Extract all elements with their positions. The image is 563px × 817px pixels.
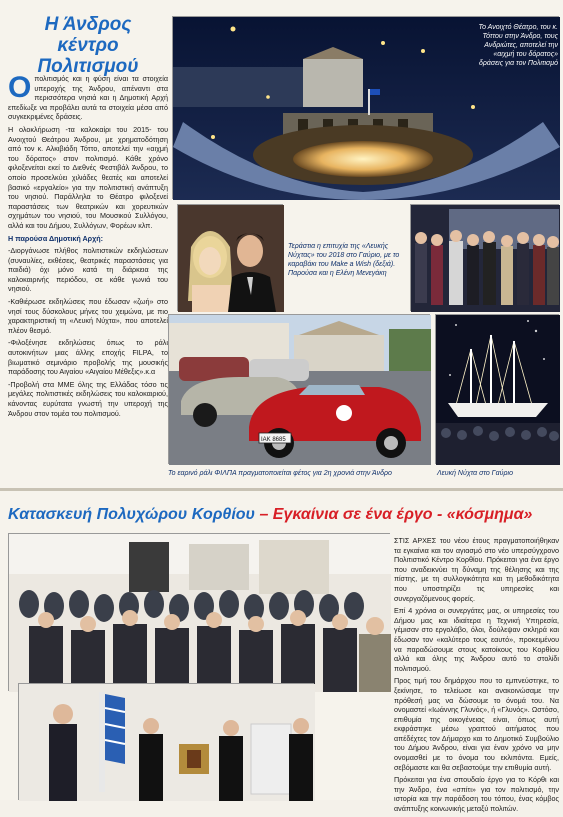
car-plate: ΙΑΚ 8685 [261,437,286,443]
paragraph: Επί 4 χρόνια οι συνεργάτες μας, οι υπηρεσίες του Δήμου μας και ιδιαίτερα η Τεχνική Υπηρεσία, γέμισαν στο εργολάβο, όλοι, δούλεψαν σκληρά και έδωσαν τον «καλύτερο τους εαυτό», προκειμένου να παραδώσουμε στους κατοίκους του Κορθίου αλλά και όλης της Άνδρου αυτό το στολίδι πολιτισμού. [394,606,559,673]
audience-photo [8,533,390,691]
heading-part-1: Κατασκευή Πολυχώρου Κορθίου [8,506,255,523]
paragraph: -Καθιέρωσε εκδηλώσεις που έδωσαν «ζωή» στο νησί τους δύσκολους μήνες του χειμώνα, με πιο χαρακτηριστική τη «Λευκή Νύχτα», που αποτελεί πλέον θεσμό. [8,297,168,335]
ceremony-illustration [19,684,315,801]
rally-photo [168,314,430,464]
article-body [8,71,168,421]
rally-caption: Το εαρινό ράλι ΦΙΛΠΑ πραγματοποιείται φέτος για 2η χρονιά στην Άνδρο [168,470,392,477]
white-night-photo [435,314,559,464]
article-2-heading [8,506,533,524]
group-illustration [411,205,560,312]
audience-illustration [9,534,391,692]
white-night-caption: Λευκή Νύχτα στο Γαύριο [437,470,513,477]
paragraph: -Διοργάνωσε πλήθος πολιτιστικών εκδηλώσεων (συναυλίες, εκθέσεις, θεατρικές παραστάσεις για παιδιά) όχι μόνο κατά τη διάρκεια της καλοκαιρινής περιόδου, σε κάθε γωνιά του νησιού. [8,246,168,294]
subheading: Η παρούσα Δημοτική Αρχή: [8,233,104,243]
paragraph: -Φιλοξένησε εκδηλώσεις όπως το ράλι αυτοκινήτων μιας άλλης εποχής FILPA, το βιωματικό σεμινάριο προβολής της μουσικής παράδοσης του Αιγαίου «Αιγαίου Μέθεξις».κ.α [8,338,168,377]
article-2-body [394,536,559,817]
portrait-illustration [178,205,284,312]
rally-illustration [169,315,431,465]
theatre-caption: Το Ανοιχτό Θέατρο, του κ. Τόττου στην Άνδρο, τους Ανδριώτες, αποτελεί την «αιχμή του δόρατος» δράσεις για τον Πολιτισμό [478,24,558,67]
drop-cap: Ο [8,71,32,104]
heading-dash: – [255,506,273,523]
theatre-photo [172,16,559,199]
paragraph: Προς τιμή του δημάρχου που το εμπνεύστηκε, το ξεκίνησε, το τελείωσε και ανακοινώσαμε την πρόθεσή μας να δώσουμε το όνομά του. Να ονομαστεί «Ιωάννης Γλυνός», ή «Γλυνός». Ωστόσο, επιθυμία της οικογένειας είναι, όπως αυτή εκφράστηκε μέσω γραπτού αιτήματος που απέδέχτες τον Δήμαρχο και το Δημοτικό Συμβούλιο του Δήμου Άνδρου, είναι για έναν χρόνο να μην ονομασθεί με το όνομα του εκλιπόντα. Εμείς, σεβόμαστε και θα σεβαστούμε την επιθυμία αυτή. [394,676,559,772]
paragraph: -Προβολή στα ΜΜΕ όλης της Ελλάδας τόσο τις μεγάλες πολιτιστικές εκδηλώσεις του καλοκαιριού, κάνοντας ευρύτατα γνωστή την υπεροχή της Άνδρου στον τομέα του πολιτισμού. [8,379,168,418]
portrait-photo [177,204,283,311]
white-night-illustration [436,315,560,465]
make-a-wish-caption: Τεράστια η επιτυχία της «Λευκής Νύχτας» του 2018 στο Γαύριο, με το καραβάκι του Make a Wish (δεξιά). Παρούσα και η Ελένη Μενεγάκη [288,243,400,277]
section-divider [0,488,563,491]
heading-part-2: Εγκαίνια σε ένα έργο - «κόσμημα» [272,506,533,523]
paragraph: Πρόκειται για ένα σπουδαίο έργο για το Κόρθι και την Άνδρο, ένα «σπίτι» για τον πολιτισμό, την ιστορία και την παράδοση του τόπου, ένας κόμβος ανάπτυξης κοινωνικής μεταξύ πολιτών. [394,775,559,814]
article-title [8,14,168,77]
paragraph: Οπολιτισμός και η φύση είναι τα στοιχεία υπεροχής της Άνδρου, απέναντι στα περισσότερα νησιά και η Δημοτική Αρχή επεδίωξε να προβάλει αυτά τα στοιχεία μέσα από συγκεκριμένες δράσεις. [8,71,168,122]
paragraph: ΣΤΙΣ ΑΡΧΕΣ του νέου έτους πραγματοποιήθηκαν τα εγκαίνια και τον αγιασμό στο νέο υπερσύγχρονο Πολιτιστικό Κέντρο Κορθίου. Πρόκειται για ένα έργο που αναδεικνύει τη δύναμη της θέλησης και της πίστης, με τη συλλογικότητα και τη μεθοδικότητα που υποστηρίζει τις υπηρεσίες και συνεργαζόμενους φορείς. [394,536,559,603]
title-line-2: κέντρο Πολιτισμού [37,35,139,77]
ceremony-photo [18,683,314,800]
group-photo [410,204,559,311]
paragraph: Η ολοκλήρωση -τα καλοκαίρι του 2015- του Ανοιχτού Θεάτρου Άνδρου, με χρηματοδότηση από τον κ. Αλκιβιάδη Τόττο, αποτελεί την «αιχμή του δόρατος» στον πολιτισμό. Κάθε χρόνο φιλοξενείται εκεί το Διεθνές Φεστιβάλ Άνδρου, το οποίο προσελκύει χιλιάδες θεατές και αποτελεί βασικό «εργαλείο» για την πολιτιστική ανάπτυξη του νησιού. Παράλληλα το Θέατρο φιλοξενεί παραστάσεις των θεατρικών και χορευτικών σχημάτων του νησιού, του Μουσικού Συλλόγου, αλλά και του Δήμου, Συλλόγων, Φορέων κλπ. [8,124,168,230]
title-line-1: Η Άνδρος [44,14,132,35]
